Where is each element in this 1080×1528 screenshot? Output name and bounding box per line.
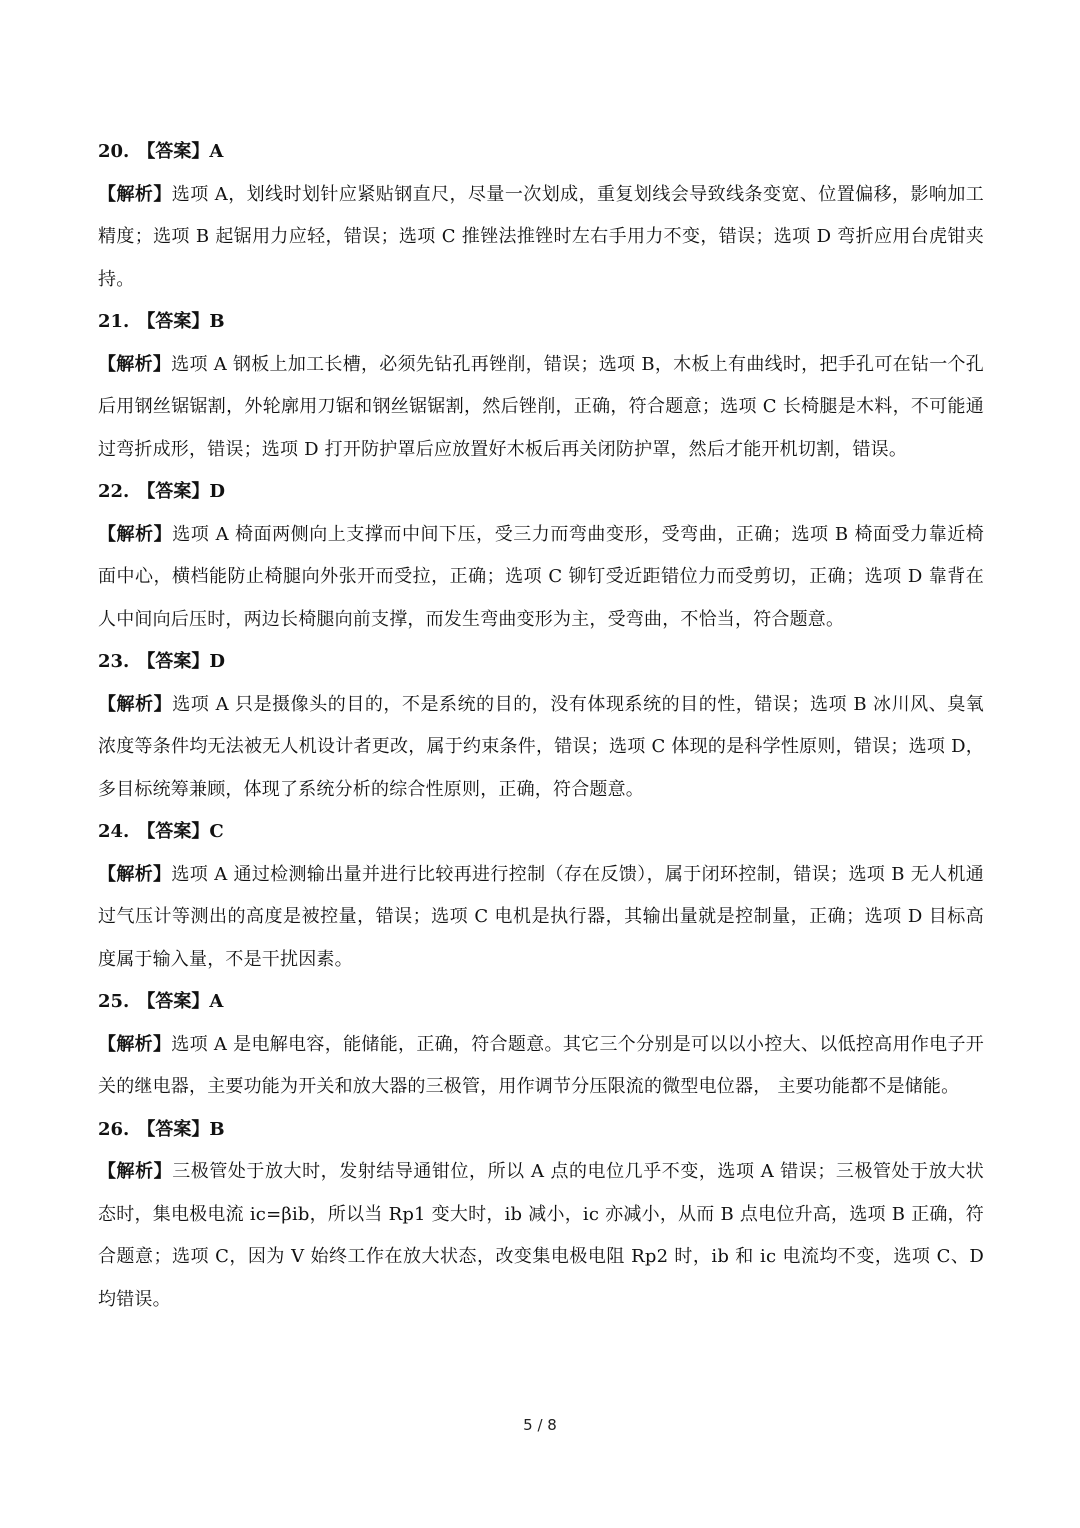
explanation	[98, 854, 984, 982]
explanation-label: 【解析】	[98, 183, 172, 205]
question-number: 26.	[98, 1118, 130, 1140]
explanation-label: 【解析】	[98, 693, 173, 715]
answer-value: B	[209, 1118, 225, 1140]
answer-label: 【答案】	[137, 481, 210, 502]
explanation	[98, 684, 984, 812]
explanation-label: 【解析】	[98, 863, 172, 885]
answer-value: C	[209, 821, 224, 842]
answer-line	[98, 471, 984, 514]
question-number: 20.	[98, 141, 130, 162]
answer-item-24	[98, 811, 984, 981]
answer-label: 【答案】	[137, 991, 210, 1012]
answer-label: 【答案】	[137, 311, 210, 332]
explanation-label: 【解析】	[98, 1033, 172, 1055]
explanation-text: 选项 A 是电解电容，能储能，正确，符合题意。其它三个分别是可以以小控大、以低控高用作电子开关的继电器，主要功能为开关和放大器的三极管，用作调节分压限流的微型电位器， 主要功能都不是储能。	[98, 1033, 984, 1097]
question-number: 23.	[98, 651, 130, 672]
answer-value: D	[209, 481, 225, 502]
answer-value: B	[209, 311, 225, 332]
answer-item-21	[98, 301, 984, 471]
question-number: 21.	[98, 311, 130, 332]
answer-value: A	[209, 991, 224, 1012]
answer-value: A	[209, 141, 224, 162]
question-number: 25.	[98, 991, 130, 1012]
answer-line	[98, 1109, 984, 1152]
explanation-text: 选项 A 只是摄像头的目的，不是系统的目的，没有体现系统的目的性，错误；选项 B 冰川风、臭氧浓度等条件均无法被无人机设计者更改，属于约束条件，错误；选项 C 体现的是科学性原则，错误；选项 D，多目标统筹兼顾，体现了系统分析的综合性原则，正确，符合题意。	[98, 693, 984, 800]
answer-item-26	[98, 1109, 984, 1322]
answer-line	[98, 641, 984, 684]
answer-label: 【答案】	[137, 1118, 210, 1140]
answer-line	[98, 301, 984, 344]
answer-list	[98, 131, 984, 1321]
answer-label: 【答案】	[137, 141, 210, 162]
answer-label: 【答案】	[137, 821, 210, 842]
explanation-label: 【解析】	[98, 523, 173, 545]
explanation-text: 选项 A，划线时划针应紧贴钢直尺，尽量一次划成，重复划线会导致线条变宽、位置偏移，影响加工精度；选项 B 起锯用力应轻，错误；选项 C 推锉法推锉时左右手用力不变，错误；选项 D 弯折应用台虎钳夹持。	[98, 183, 984, 290]
explanation-text: 三极管处于放大时，发射结导通钳位，所以 A 点的电位几乎不变，选项 A 错误；三极管处于放大状态时，集电极电流 ic=βib，所以当 Rp1 变大时，ib 减小，ic 亦减小，从而 B 点电位升高，选项 B 正确，符合题意；选项 C，因为 V 始终工作在放大状态，改变集电极电阻 Rp2 时，ib 和 ic 电流均不变，选项 C、D 均错误。	[98, 1161, 984, 1310]
explanation-label: 【解析】	[98, 1161, 173, 1182]
explanation	[98, 174, 984, 302]
question-number: 24.	[98, 821, 130, 842]
explanation-text: 选项 A 钢板上加工长槽，必须先钻孔再锉削，错误；选项 B，木板上有曲线时，把手孔可在钻一个孔后用钢丝锯锯割，外轮廓用刀锯和钢丝锯锯割，然后锉削，正确，符合题意；选项 C 长椅腿是木料，不可能通过弯折成形，错误；选项 D 打开防护罩后应放置好木板后再关闭防护罩，然后才能开机切割，错误。	[98, 353, 984, 460]
explanation	[98, 1024, 984, 1109]
explanation	[98, 344, 984, 472]
answer-item-23	[98, 641, 984, 811]
answer-value: D	[209, 651, 225, 672]
page-number: 5 / 8	[523, 1416, 557, 1434]
answer-line	[98, 811, 984, 854]
explanation-text: 选项 A 通过检测输出量并进行比较再进行控制（存在反馈），属于闭环控制，错误；选项 B 无人机通过气压计等测出的高度是被控量，错误；选项 C 电机是执行器，其输出量就是控制量，正确；选项 D 目标高度属于输入量，不是干扰因素。	[98, 863, 984, 970]
question-number: 22.	[98, 481, 130, 502]
answer-label: 【答案】	[137, 651, 210, 672]
explanation-text: 选项 A 椅面两侧向上支撑而中间下压，受三力而弯曲变形，受弯曲，正确；选项 B 椅面受力靠近椅面中心，横档能防止椅腿向外张开而受拉，正确；选项 C 铆钉受近距错位力而受剪切，正确；选项 D 靠背在人中间向后压时，两边长椅腿向前支撑，而发生弯曲变形为主，受弯曲，不恰当，符合题意。	[98, 523, 984, 630]
explanation	[98, 514, 984, 642]
answer-line	[98, 131, 984, 174]
answer-item-25	[98, 981, 984, 1109]
answer-item-22	[98, 471, 984, 641]
answer-item-20	[98, 131, 984, 301]
answer-line	[98, 981, 984, 1024]
explanation	[98, 1151, 984, 1321]
explanation-label: 【解析】	[98, 353, 172, 375]
